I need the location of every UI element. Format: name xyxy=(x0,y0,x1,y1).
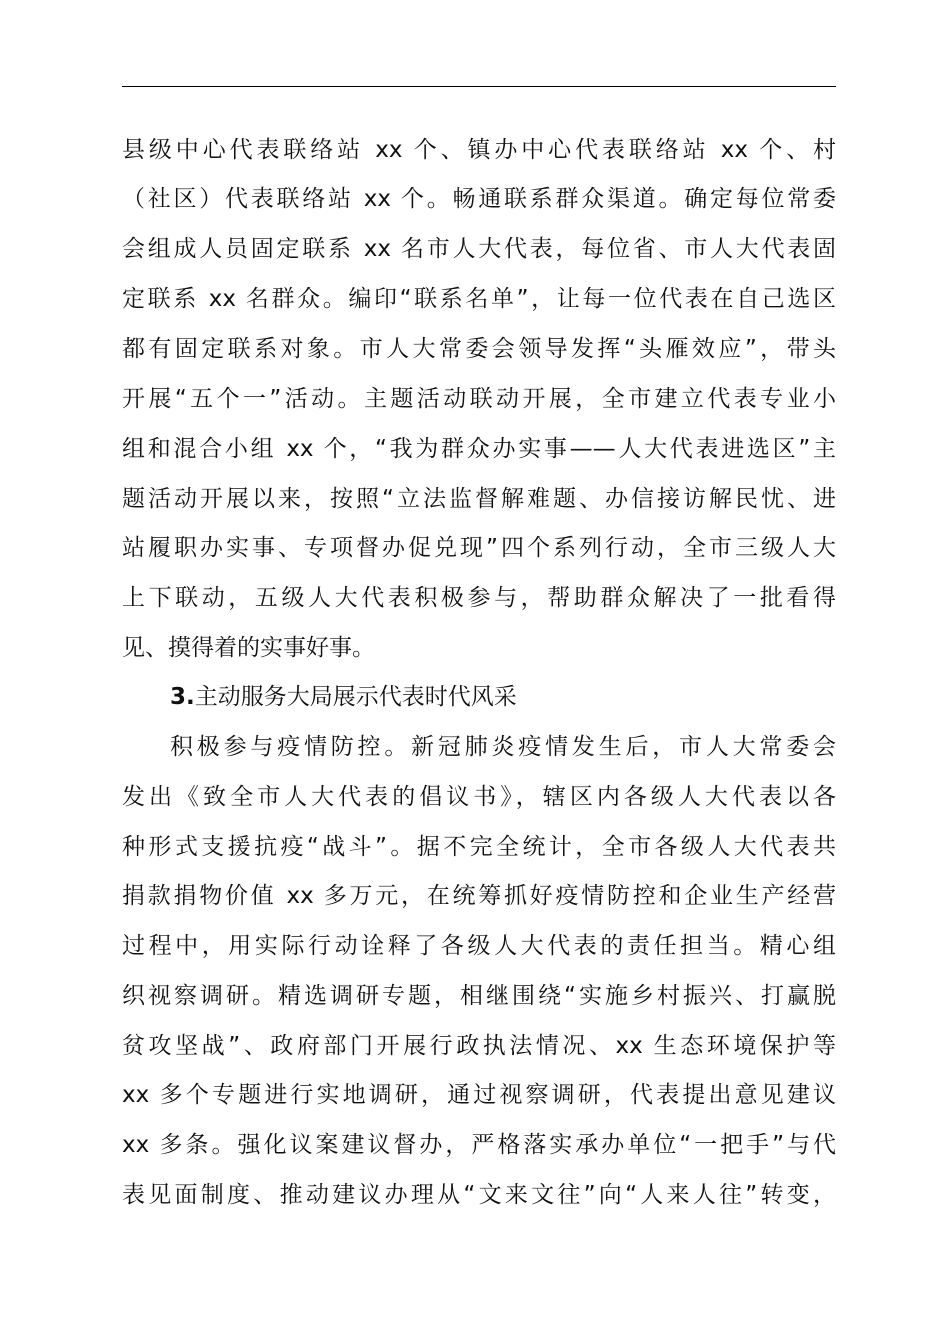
paragraph1-line: 开展“五个一”活动。主题活动联动开展，全市建立代表专业小 xyxy=(122,386,836,412)
paragraph2-line: xx 多条。强化议案建议督办，严格落实承办单位“一把手”与代 xyxy=(122,1132,836,1158)
paragraph1-line: 上下联动，五级人大代表积极参与，帮助群众解决了一批看得 xyxy=(122,585,836,611)
paragraph1-line: 见、摸得着的实事好事。 xyxy=(122,635,375,661)
paragraph2-line: 过程中，用实际行动诠释了各级人大代表的责任担当。精心组 xyxy=(122,933,836,959)
paragraph1-line: 题活动开展以来，按照“立法监督解难题、办信接访解民忧、进 xyxy=(122,486,836,512)
section-number: 3. xyxy=(170,684,195,710)
paragraph2-line: xx 多个专题进行实地调研，通过视察调研，代表提出意见建议 xyxy=(122,1082,836,1108)
paragraph1-line: （社区）代表联络站 xx 个。畅通联系群众渠道。确定每位常委 xyxy=(122,186,836,212)
paragraph1-line: 都有固定联系对象。市人大常委会领导发挥“头雁效应”，带头 xyxy=(122,336,836,362)
paragraph1-line: 组和混合小组 xx 个，“我为群众办实事——人大代表进选区”主 xyxy=(122,436,836,462)
paragraph2-line: 发出《致全市人大代表的倡议书》，辖区内各级人大代表以各 xyxy=(122,784,836,810)
paragraph1-line: 县级中心代表联络站 xx 个、镇办中心代表联络站 xx 个、村 xyxy=(122,137,836,163)
paragraph1-line: 会组成人员固定联系 xx 名市人大代表，每位省、市人大代表固 xyxy=(122,236,836,262)
paragraph2-line: 种形式支援抗疫“战斗”。据不完全统计，全市各级人大代表共 xyxy=(122,834,836,860)
section-title: 主动服务大局展示代表时代风采 xyxy=(194,684,517,710)
paragraph1-line: 定联系 xx 名群众。编印“联系名单”，让每一位代表在自己选区 xyxy=(122,286,836,312)
paragraph2-line: 织视察调研。精选调研专题，相继围绕“实施乡村振兴、打赢脱 xyxy=(122,983,836,1009)
paragraph2-line: 捐款捐物价值 xx 多万元，在统筹抓好疫情防控和企业生产经营 xyxy=(122,883,836,909)
header-rule xyxy=(122,86,836,87)
paragraph2-line: 积极参与疫情防控。新冠肺炎疫情发生后，市人大常委会 xyxy=(170,734,836,760)
paragraph1-line: 站履职办实事、专项督办促兑现”四个系列行动，全市三级人大 xyxy=(122,535,836,561)
section-heading xyxy=(170,682,517,712)
paragraph2-line: 表见面制度、推动建议办理从“文来文往”向“人来人往”转变， xyxy=(122,1182,836,1208)
paragraph2-line: 贫攻坚战”、政府部门开展行政执法情况、xx 生态环境保护等 xyxy=(122,1033,836,1059)
